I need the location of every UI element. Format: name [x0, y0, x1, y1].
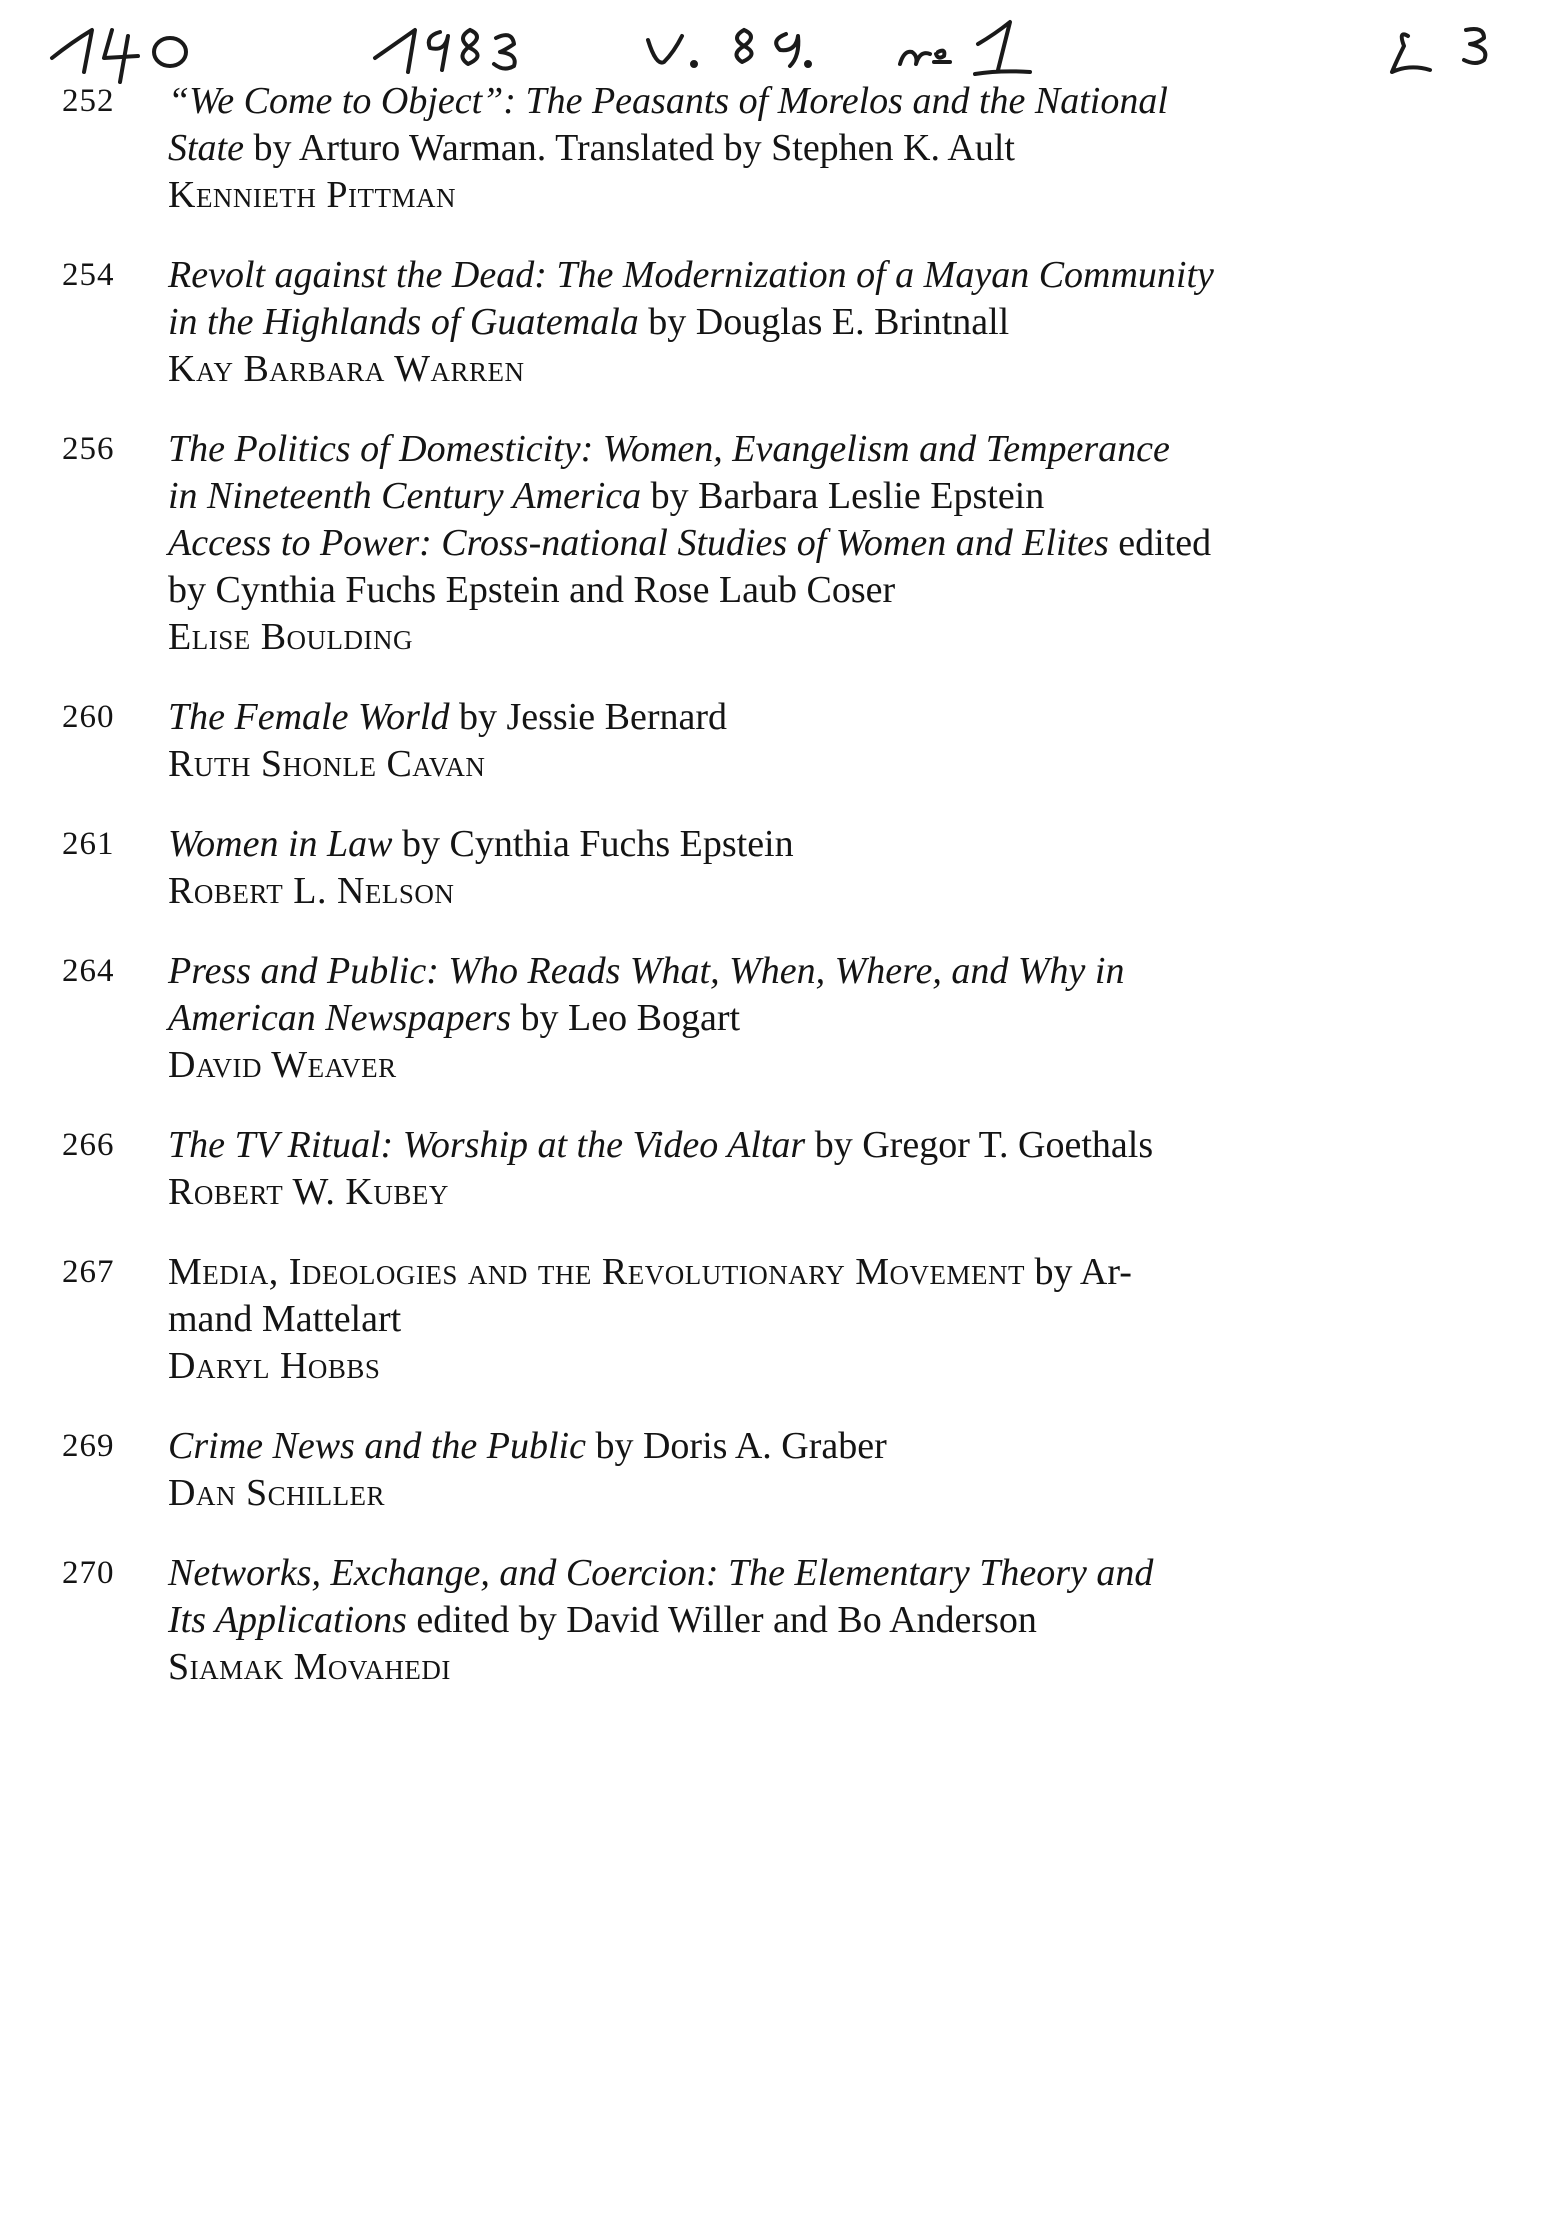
page-number: 269: [62, 1428, 115, 1464]
reviewer-text: Dan Schiller: [168, 1472, 386, 1514]
byline-text: by Leo Bogart: [511, 997, 741, 1039]
review-entry: [62, 78, 1402, 219]
review-entry: [62, 1122, 1402, 1216]
book-title: Press and Public: Who Reads What, When, Where, and Why in: [168, 950, 1125, 992]
reviewer-name: [168, 1343, 1402, 1390]
byline-text: by Ar-: [1024, 1251, 1132, 1293]
byline-text: by Arturo Warman. Translated by Stephen K. Ault: [243, 127, 1015, 169]
page-number: 261: [62, 826, 115, 862]
book-citation-line: [168, 1296, 1402, 1343]
book-citation-line: [168, 694, 1402, 741]
book-title: Networks, Exchange, and Coercion: The Elementary Theory and: [168, 1552, 1154, 1594]
review-entry: [62, 252, 1402, 393]
reviewer-name: [168, 868, 1402, 915]
book-title: The TV Ritual: Worship at the Video Altar: [168, 1124, 806, 1166]
byline-text: edited: [1108, 522, 1212, 564]
byline-text: by Cynthia Fuchs Epstein and Rose Laub Coser: [168, 569, 896, 611]
book-citation-line: [168, 948, 1402, 995]
byline-text: by Doris A. Graber: [585, 1425, 887, 1467]
book-citation-line: [168, 567, 1402, 614]
reviewer-text: Kay Barbara Warren: [168, 348, 525, 390]
book-title: “We Come to Object”: The Peasants of Morelos and the National: [168, 80, 1168, 122]
page-number: 260: [62, 699, 115, 735]
book-citation-line: [168, 1423, 1402, 1470]
book-citation-line: [168, 520, 1402, 567]
book-citation-line: [168, 252, 1402, 299]
book-citation-line: [168, 125, 1402, 172]
page-number: 266: [62, 1127, 115, 1163]
reviewer-text: Elise Boulding: [168, 616, 414, 658]
reviewer-text: David Weaver: [168, 1044, 397, 1086]
book-title: Crime News and the Public: [168, 1425, 586, 1467]
book-citation-line: [168, 1122, 1402, 1169]
byline-text: by Barbara Leslie Epstein: [641, 475, 1045, 517]
reviewer-name: [168, 1169, 1402, 1216]
reviewer-text: Daryl Hobbs: [168, 1345, 381, 1387]
book-citation-line: [168, 78, 1402, 125]
book-citation-line: [168, 1550, 1402, 1597]
review-entry: [62, 426, 1402, 661]
book-title: Its Applications: [168, 1599, 407, 1641]
byline-text: by Douglas E. Brintnall: [638, 301, 1010, 343]
reviewer-name: [168, 1470, 1402, 1517]
reviewer-text: Siamak Movahedi: [168, 1646, 451, 1688]
book-title: State: [168, 127, 244, 169]
reviewer-text: Kennieth Pittman: [168, 174, 457, 216]
reviewer-text: Robert L. Nelson: [168, 870, 455, 912]
review-entry: [62, 1423, 1402, 1517]
reviewer-name: [168, 346, 1402, 393]
book-citation-line: [168, 473, 1402, 520]
reviewer-name: [168, 1644, 1402, 1691]
page-number: 264: [62, 953, 115, 989]
book-title: in the Highlands of Guatemala: [168, 301, 639, 343]
book-citation-line: [168, 821, 1402, 868]
review-entry: [62, 1249, 1402, 1390]
book-citation-line: [168, 1597, 1402, 1644]
review-entry: [62, 694, 1402, 788]
book-title: Access to Power: Cross-national Studies of Women and Elites: [168, 522, 1109, 564]
book-title: Women in Law: [168, 823, 393, 865]
page-number: 252: [62, 83, 115, 119]
book-citation-line: [168, 995, 1402, 1042]
byline-text: by Gregor T. Goethals: [805, 1124, 1154, 1166]
review-listing: [62, 78, 1402, 1724]
page-number: 254: [62, 257, 115, 293]
page-number: 270: [62, 1555, 115, 1591]
reviewer-name: [168, 1042, 1402, 1089]
reviewer-name: [168, 741, 1402, 788]
review-entry: [62, 821, 1402, 915]
reviewer-name: [168, 614, 1402, 661]
book-title: American Newspapers: [168, 997, 512, 1039]
byline-text: by Jessie Bernard: [449, 696, 728, 738]
book-title: The Politics of Domesticity: Women, Evangelism and Temperance: [168, 428, 1170, 470]
book-citation-line: [168, 299, 1402, 346]
review-entry: [62, 948, 1402, 1089]
book-citation-line: [168, 1249, 1402, 1296]
review-entry: [62, 1550, 1402, 1691]
page-number: 267: [62, 1254, 115, 1290]
byline-text: edited by David Willer and Bo Anderson: [406, 1599, 1037, 1641]
book-title: in Nineteenth Century America: [168, 475, 642, 517]
reviewer-text: Ruth Shonle Cavan: [168, 743, 486, 785]
reviewer-name: [168, 172, 1402, 219]
byline-text: mand Mattelart: [168, 1298, 402, 1340]
byline-text: by Cynthia Fuchs Epstein: [392, 823, 794, 865]
book-title: Revolt against the Dead: The Modernization of a Mayan Community: [168, 254, 1214, 296]
page-number: 256: [62, 431, 115, 467]
reviewer-text: Robert W. Kubey: [168, 1171, 449, 1213]
book-citation-line: [168, 426, 1402, 473]
book-title: The Female World: [168, 696, 450, 738]
book-title: Media, Ideologies and the Revolutionary Movement: [168, 1251, 1025, 1293]
